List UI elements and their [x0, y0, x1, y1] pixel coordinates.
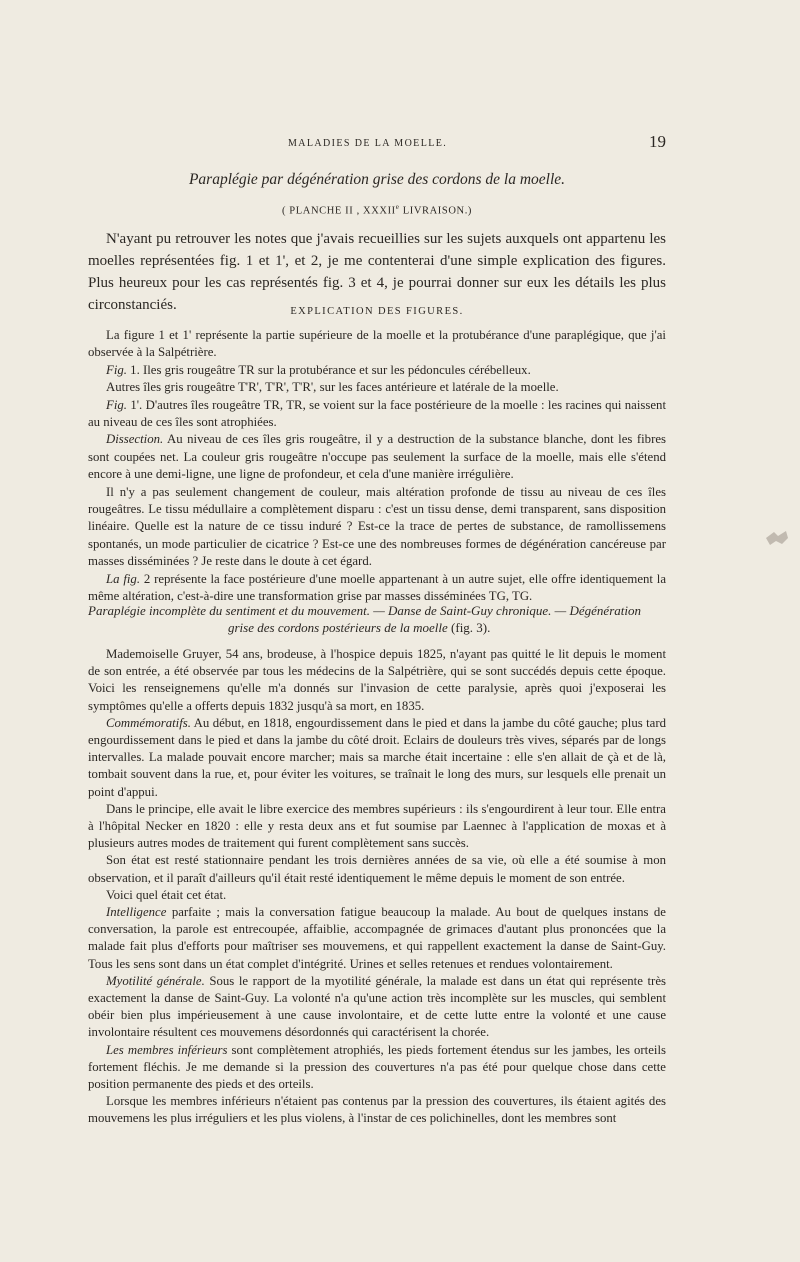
explanation-paragraph [88, 379, 666, 396]
explanation-text: 1'. D'autres îles rougeâtre TR, TR, se voient sur la face postérieure de la moelle : les racines qui naissent au niveau de ces îles sont atrophiées. [88, 397, 666, 430]
intro-paragraph [88, 228, 666, 316]
explanation-paragraph [88, 362, 666, 379]
section-title: Paraplégie par dégénération grise des cordons de la moelle. [188, 171, 566, 188]
case-title-figure-ref: (fig. 3). [447, 620, 491, 635]
explanation-text: Il n'y a pas seulement changement de couleur, mais altération profonde de tissu au niveau de ces îles rougeâtres. Le tissu médullaire a complètement disparu : c'est un tissu dense, demi transparent, sans disposition linéaire. Quelle est la nature de ce tissu induré ? Est-ce la trace de pertes de substance, de ramollissemens spontanés, un mode particulier de cicatrice ? Est-ce une des nombreuses formes de dégénération cancéreuse par masses disséminées ? Je reste dans le doute à cet égard. [88, 484, 666, 569]
case-title-line-2 [88, 619, 666, 636]
observation-lead: Commémoratifs. [106, 715, 191, 730]
figures-heading: EXPLICATION DES FIGURES. [290, 306, 464, 317]
plate-reference-end: LIVRAISON.) [399, 205, 473, 217]
observation-paragraph [88, 801, 666, 853]
case-title [88, 602, 666, 636]
explanation-paragraph [88, 397, 666, 432]
margin-ornament-icon [764, 528, 790, 548]
observation-paragraph [88, 904, 666, 973]
explanation-text: 1. Iles gris rougeâtre TR sur la protubérance et sur les pédoncules cérébelleux. [126, 362, 531, 377]
observation-lead: Myotilité générale. [106, 973, 205, 988]
observation-text: Lorsque les membres inférieurs n'étaient pas contenus par la pression des couvertures, ils étaient agités des mouvemens les plus irréguliers et les plus violens, à l'instar de ces polichinelles, dont les membres sont [88, 1094, 666, 1126]
explanation-text: Au niveau de ces îles gris rougeâtre, il y a destruction de la substance blanche, dont les fibres sont coupées net. La couleur gris rougeâtre n'occupe pas seulement la surface de la moelle, mais elle s'étend encore à une demi-ligne, une ligne de profondeur, et cela d'une manière irrégulière. [88, 432, 666, 482]
observation-paragraph [88, 1042, 666, 1094]
explanation-paragraph [88, 571, 666, 606]
case-title-line-1: Paraplégie incomplète du sentiment et du mouvement. — Danse de Saint-Guy chronique. — Dégénération [88, 603, 641, 618]
explanation-paragraph [88, 484, 666, 571]
observation-text: Dans le principe, elle avait le libre exercice des membres supérieurs : ils s'engourdirent à leur tour. Elle entra à l'hôpital Necker en 1820 : elle y resta deux ans et fut soumise par Laennec à l'application de moxas et à plusieurs autres modes de traitement qui furent complètement sans succès. [88, 801, 666, 851]
observation-paragraph [88, 1093, 666, 1127]
observation-text: parfaite ; mais la conversation fatigue beaucoup la malade. Au bout de quelques instans de conversation, la parole est entrecoupée, affaiblie, accompagnée de grimaces d'autant plus prononcées que la malade fait plus d'efforts pour maîtriser ses mouvemens, et qui rappellent exactement la danse de Saint-Guy. Tous les sens sont dans un état complet d'intégrité. Urines et selles retenues et rendues volontairement. [88, 905, 666, 971]
page-number: 19 [649, 132, 666, 151]
observation-text: Mademoiselle Gruyer, 54 ans, brodeuse, à l'hospice depuis 1825, n'ayant pas quitté le lit depuis le moment de son entrée, a été observée par tous les médecins de la Salpétrière, qui se sont succédés depuis cette époque. Voici les renseignemens qu'elle m'a donnés sur l'invasion de cette paralysie, après quoi j'exposerai les symptômes qu'elle a offerts depuis 1832 jusqu'à sa mort, en 1835. [88, 647, 666, 713]
page-header [88, 132, 666, 154]
observation-text: Sous le rapport de la myotilité générale, la malade est dans un état qui représente très exactement la danse de Saint-Guy. La volonté n'a qu'une action très incomplète sur les muscles, qui semblent obéir bien plus impérieusement à une cause involontaire, et de cette lutte entre la volonté et une cause involontaire résultent ces mouvemens désordonnés qui caractérisent la chorée. [88, 973, 666, 1040]
observation-text: sont complètement atrophiés, les pieds fortement étendus sur les jambes, les orteils fortement fléchis. Je me demande si la pression des couvertures n'a pas été pour quelque chose dans cette position permanente des pieds et des orteils. [88, 1042, 666, 1092]
explanation-lead: Fig. [106, 397, 127, 412]
explanation-paragraph [88, 327, 666, 362]
observation-text: Son état est resté stationnaire pendant les trois dernières années de sa vie, où elle a été soumise à mon observation, et il paraît d'ailleurs qu'il était resté identiquement le même depuis le moment de son entrée. [88, 853, 666, 885]
observation-text: Voici quel était cet état. [106, 887, 227, 902]
case-observation [88, 646, 666, 1128]
explanation-lead: Fig. [106, 362, 127, 377]
explanation-text: 2 représente la face postérieure d'une moelle appartenant à un autre sujet, elle offre identiquement la même altération, c'est-à-dire une transformation grise par masses disséminées TG, TG. [88, 571, 666, 604]
explanation-lead: La fig. [106, 571, 141, 586]
plate-reference-sup: e [395, 203, 400, 211]
observation-paragraph [88, 852, 666, 886]
case-title-italic: grise des cordons postérieurs de la moelle [228, 620, 448, 635]
running-title: MALADIES DE LA MOELLE. [288, 138, 448, 149]
explanation-lead: Dissection. [106, 432, 164, 447]
observation-paragraph [88, 715, 666, 801]
plate-reference [88, 203, 666, 217]
intro-text: N'ayant pu retrouver les notes que j'avais recueillies sur les sujets auxquels ont appartenu les moelles représentées fig. 1 et 1', et 2, je me contenterai d'une simple explication des figures. Plus heureux pour les cas représentés fig. 3 et 4, je pourrai donner sur eux les détails les plus circonstanciés. [88, 231, 666, 313]
observation-lead: Les membres inférieurs [106, 1042, 228, 1057]
explanation-text: Autres îles gris rougeâtre T'R', T'R', T'R', sur les faces antérieure et latérale de la moelle. [106, 380, 559, 395]
explanation-paragraph [88, 431, 666, 483]
observation-paragraph [88, 646, 666, 715]
figures-explanation [88, 327, 666, 606]
observation-lead: Intelligence [106, 905, 167, 920]
observation-text: Au début, en 1818, engourdissement dans le pied et dans la jambe du côté gauche; plus tard engourdissement dans le pied et dans la jambe du côté droit. Eclairs de douleurs très vives, séparés par de longs intervalles. La malade pouvait encore marcher; mais sa marche était incertaine : elle s'en allait de çà et de là, tombait souvent dans la rue, et, pour éviter les voitures, se traînait le long des murs, sur lesquels elle prenait un point d'appui. [88, 715, 666, 799]
observation-paragraph [88, 887, 666, 904]
observation-paragraph [88, 973, 666, 1042]
plate-reference-text: ( PLANCHE II , XXXII [281, 205, 396, 217]
explanation-text: La figure 1 et 1' représente la partie supérieure de la moelle et la protubérance d'une paraplégique, que j'ai observée à la Salpétrière. [88, 328, 666, 360]
